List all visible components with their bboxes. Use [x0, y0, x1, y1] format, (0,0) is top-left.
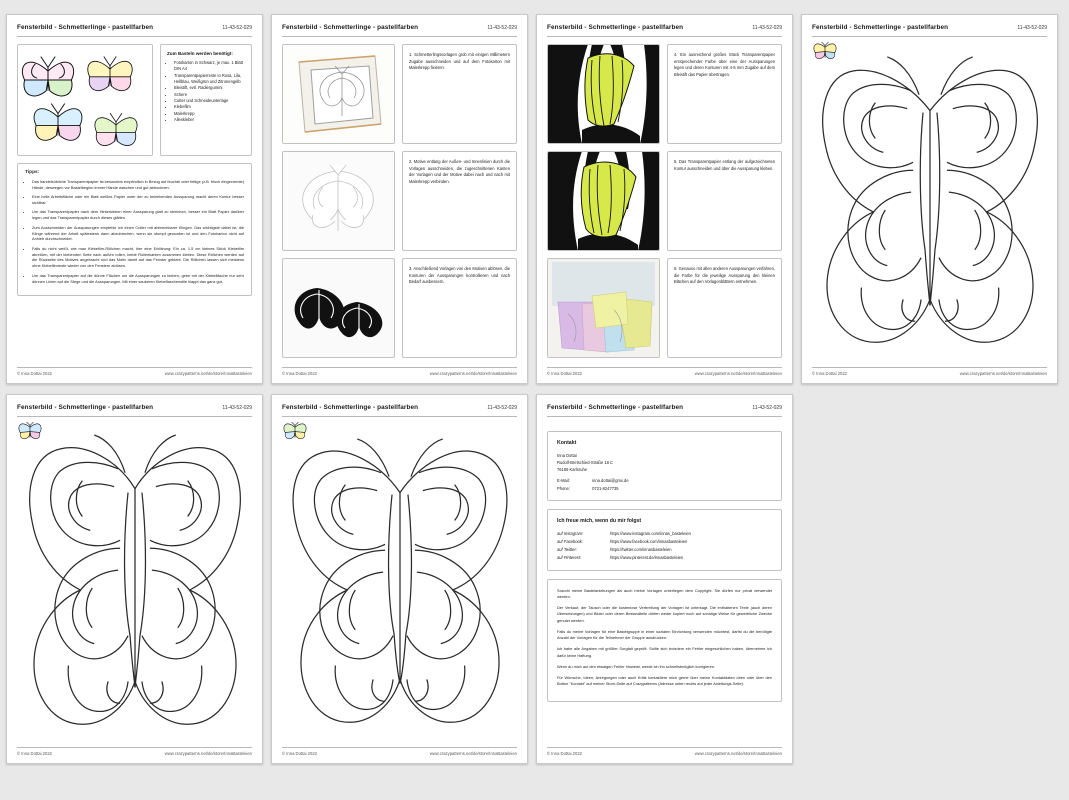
page-1: [6, 14, 263, 384]
list-item: • Malerkrepp: [174, 111, 245, 117]
list-item: • Schere: [174, 92, 245, 98]
list-item: • Das handelsübliche Transparentpapier ist besonders empfindlich in Bezug auf feuchte oder fettige (z.B. frisch eingecremte) Hände, deswegen vor Bastelbeginn immer Hände waschen und gut abtrocknen.: [32, 179, 244, 191]
list-item: [557, 546, 772, 554]
page-7: [536, 394, 793, 764]
list-item: [557, 538, 772, 546]
step-body: Das Transparentpapier entlang der aufgezeichneten Kontur ausschneiden und über die Aussparung kleben.: [674, 159, 776, 171]
step-body: Ein ausreichend großes Stück Transparentpapier entsprechender Farbe über eine der Aussparungen legen und deren Konturen mit 4-5 mm Zugabe auf dem Bleistift das Papier übertragen.: [674, 52, 775, 77]
copyright: © Inna Dottai 2022: [17, 371, 52, 376]
copyright: © Inna Dottai 2022: [17, 751, 52, 756]
page-footer: [812, 367, 1047, 376]
copyright: © Inna Dottai 2022: [282, 371, 317, 376]
butterfly-template-large: [17, 417, 252, 763]
page-code: 11-43-52-029: [222, 25, 252, 31]
steps-list: [282, 37, 517, 383]
shop-link[interactable]: www.crazypatterns.net/de/store/InnaBasteleien: [694, 751, 782, 756]
copyright: © Inna Dottai 2022: [547, 751, 582, 756]
page-title: Fensterbild - Schmetterlinge - pastellfarben: [282, 404, 419, 411]
step-row: [547, 44, 782, 144]
step-text: [402, 44, 517, 144]
step-row: [547, 151, 782, 251]
page-2: [271, 14, 528, 384]
legal-paragraph: Falls du meine Vorlagen für eine Bastelgruppe in einer sozialen Einrichtung verwenden möchtest, darfst du die benötigte Anzahl der Vorlagen für die Teilnehmer der Gruppe ausdrucken.: [557, 628, 772, 641]
list-item: [557, 530, 772, 538]
email-label: E-Mail:: [557, 478, 570, 484]
green-wing-closeup-photo: [547, 44, 660, 144]
step-number: 6.: [674, 266, 678, 271]
list-item: • Cutter und Schneideunterlage: [174, 98, 245, 104]
step-number: 5.: [674, 159, 678, 164]
page-footer: [547, 367, 782, 376]
step-text: [402, 151, 517, 251]
white-cut-butterfly-photo: [282, 151, 395, 251]
butterflies-photo: [17, 44, 153, 156]
phone-value: 0721-8247735: [592, 485, 619, 491]
step-text: [667, 258, 782, 358]
butterfly-template-large: [812, 37, 1047, 383]
list-item: [557, 554, 772, 562]
shop-link[interactable]: www.crazypatterns.net/de/store/InnaBasteleien: [164, 371, 252, 376]
copyright: © Inna Dottai 2022: [547, 371, 582, 376]
contact-street: Rudolf-Bretschied-Straße 18 C: [557, 460, 613, 466]
materials-box: [160, 44, 252, 156]
list-item: • Transparentpapierreste in Rosa, Lila, Hellblau, Weißgrün und Zitronengelb: [174, 73, 245, 86]
copyright: © Inna Dottai 2022: [282, 751, 317, 756]
social-heading: Ich freue mich, wenn du mir folgst: [557, 517, 642, 524]
pinterest-link[interactable]: https://www.pinterest.de/innasbasteleien: [610, 554, 684, 560]
page-header: [547, 24, 782, 37]
page-body: [17, 37, 252, 383]
legal-paragraph: Ich habe alle Angaben mit größter Sorgfalt geprüft. Sollte sich trotzdem ein Fehler eingeschlichen haben, übernehme ich dafür keine Haftung.: [557, 646, 772, 658]
steps-list: [547, 37, 782, 383]
page-footer: [547, 747, 782, 756]
green-wing-glued-photo: [547, 151, 660, 251]
materials-title: Zum Basteln werden benötigt:: [167, 51, 233, 56]
page-title: Fensterbild - Schmetterlinge - pastellfarben: [17, 404, 154, 411]
tips-box: [17, 163, 252, 296]
facebook-link[interactable]: https://www.facebook.com/innasbasteleien: [610, 538, 688, 544]
page-header: [17, 404, 252, 417]
social-links: [557, 530, 772, 562]
page-body: [282, 417, 517, 763]
colored-transparent-papers-photo: [547, 258, 660, 358]
step-row: [282, 258, 517, 358]
shop-link[interactable]: www.crazypatterns.net/de/store/InnaBasteleien: [429, 371, 517, 376]
twitter-label: auf Twitter:: [557, 546, 577, 552]
instagram-link[interactable]: https://www.instagram.com/innas_basteleien: [610, 530, 691, 536]
step-row: [282, 151, 517, 251]
page-code: 11-43-52-029: [1017, 25, 1047, 31]
page-footer: [17, 747, 252, 756]
page-6: [271, 394, 528, 764]
page-4: [801, 14, 1058, 384]
contact-name: Inna Dottai: [557, 453, 577, 458]
page-code: 11-43-52-029: [752, 25, 782, 31]
page-title: Fensterbild - Schmetterlinge - pastellfarben: [812, 24, 949, 31]
legal-paragraph: Der Verkauf, der Tausch oder die kostenlose Verbreitung der Vorlagen ist untersagt. Die enthaltenen Texte (auch deren Übersetzungen) und Bilder oder deren Bestandteile dürfen weder kopiert noch auf sonstige Weise für gewerbliche Zwecke genutzt werden.: [557, 605, 772, 623]
page-header: [282, 24, 517, 37]
page-title: Fensterbild - Schmetterlinge - pastellfarben: [17, 24, 154, 31]
contact-city: 76189 Karlsruhe: [557, 467, 588, 473]
shop-link[interactable]: www.crazypatterns.net/de/store/InnaBasteleien: [694, 371, 782, 376]
list-item: • Um das Transparentpapier auf die dünne Flächen um die Aussparungen zu kleben, gebe mit der Klebefläsche nur sehr dünnen Linien auf die Stege und die Aussparungen. Mit einer sauberen Klebeflaschenstile klappt das ganz gut.: [32, 273, 244, 285]
list-item: • Alleskleber: [174, 117, 245, 123]
list-item: • Bleistift, evtl. Radiergummi: [174, 85, 245, 91]
pinterest-label: auf Pinterest:: [557, 554, 582, 560]
shop-link[interactable]: www.crazypatterns.net/de/store/InnaBasteleien: [429, 751, 517, 756]
list-item: • Falls du nicht weißt, wie man Klebefilm-Röllchen macht, hier eine Erklärung: Ein ca. 1,5 cm kleines Stück Klebefilm abreißen, mit der klebenden Seite nach außen rollen, beide Rollenkanten zusammen kleben. Diese Röllchen werden auf die Rückseite des Motives angebracht und das Motiv damit auf das Fenster geklebt. Die Röllchen lassen sich meistens ohne Klebefilmreste wieder von den Fenstern ablösen.: [32, 246, 244, 269]
list-item: • Um das Transparentpapier nach dem Hinterkleben einer Aussparung glatt zu streichen, besser ein Blatt Papier darüber legen und das Transparentpapier durch dieses glätten.: [32, 209, 244, 221]
step-number: 4.: [674, 52, 678, 57]
facebook-label: auf Facebook:: [557, 538, 583, 544]
legal-paragraph: Für Wünsche, Ideen, Anregungen oder auch Kritik kontaktiere mich gerne über meine Kontaktdaten oben oder über den Button "Kontakt" auf meiner Store-Seite auf Crazypatterns (Adresse unten rechts auf jeder Anleitungs-Seite).: [557, 675, 772, 687]
list-item: • Eine helle Arbeitsfläche oder ein Blatt weißes Papier unter der zu beklebenden Aussparung macht deren Kontur besser sichtbar.: [32, 194, 244, 206]
page-body: [547, 417, 782, 763]
butterfly-template-large: [282, 417, 517, 763]
page-footer: [17, 367, 252, 376]
folded-paper-photo: [282, 44, 395, 144]
legal-paragraph: Wenn du mich auf den etwaigen Fehler hinweist, werde ich ihn schnellstmöglich korrigieren.: [557, 663, 716, 669]
page-header: [812, 24, 1047, 37]
tips-list: [25, 179, 244, 284]
tips-title: Tipps:: [25, 170, 40, 175]
page-title: Fensterbild - Schmetterlinge - pastellfarben: [547, 24, 684, 31]
twitter-link[interactable]: https://twitter.com/innasbasteleien: [610, 546, 672, 552]
list-item: • Zum Ausschneiden der Aussparungen empfehle ich einen Cutter mit abbrechbarer Klingen. Das wichtigste dabei ist, die Klinge während der Arbeit spätestens dann abzubrechen, wenn sie stumpf geworden ist und den Fotokarton nicht auf Anhieb durchschneidet.: [32, 225, 244, 243]
contact-heading: Kontakt: [557, 440, 577, 446]
page-code: 11-43-52-029: [487, 25, 517, 31]
page-code: 11-43-52-029: [752, 405, 782, 411]
page-body: [812, 37, 1047, 383]
page-header: [17, 24, 252, 37]
legal-card: [547, 579, 782, 702]
social-card: [547, 509, 782, 571]
phone-label: Phone:: [557, 485, 570, 491]
step-row: [547, 258, 782, 358]
step-body: Genauso mit allen anderen Aussparungen verfahren, die Farbe für die jeweilige Aussparung den kleinen Blächen auf den Vorlagenblättern entnehmen.: [674, 266, 775, 285]
black-cut-butterflies-photo: [282, 258, 395, 358]
step-body: Schmetterlingsvorlagen grob mit einigen Millimetern Zugabe ausschneiden und auf dem Fotokarton mit Malerkrepp fixieren.: [409, 52, 510, 71]
shop-link[interactable]: www.crazypatterns.net/de/store/InnaBasteleien: [959, 371, 1047, 376]
email-value[interactable]: inna.dottai@gmx.de: [592, 478, 629, 484]
step-row: [282, 44, 517, 144]
list-item: • Fotokarton in Schwarz, je max. 1 Blatt DIN A4: [174, 60, 245, 73]
page-title: Fensterbild - Schmetterlinge - pastellfarben: [547, 404, 684, 411]
page-title: Fensterbild - Schmetterlinge - pastellfarben: [282, 24, 419, 31]
contact-details: [557, 452, 772, 492]
step-number: 1.: [409, 52, 413, 57]
page-5: [6, 394, 263, 764]
page-footer: [282, 367, 517, 376]
step-body: Anschließend Vorlagen von den Motiven ablösen, die Konturen der Aussparungen kontrollieren und nach Bedarf ausbessern.: [409, 266, 510, 285]
copyright: © Inna Dottai 2022: [812, 371, 847, 376]
page-header: [547, 404, 782, 417]
page-code: 11-43-52-029: [222, 405, 252, 411]
step-text: [667, 44, 782, 144]
page-3: [536, 14, 793, 384]
list-item: • Klebefilm: [174, 104, 245, 110]
instagram-label: auf Instagram:: [557, 530, 584, 536]
materials-list: [167, 60, 245, 123]
page-code: 11-43-52-029: [487, 405, 517, 411]
page-footer: [282, 747, 517, 756]
contact-card: [547, 431, 782, 501]
step-body: Motive entlang der Außen- und Innenlinien durch die Vorlagen ausschneiden, die zugeschnittenen Kanten der Vorlagen und der Motive dabei nach und nach mit Malerkrepp verbinden.: [409, 159, 511, 184]
page-body: [17, 417, 252, 763]
step-text: [402, 258, 517, 358]
step-number: 2.: [409, 159, 413, 164]
shop-link[interactable]: www.crazypatterns.net/de/store/InnaBasteleien: [164, 751, 252, 756]
intro-row: [17, 44, 252, 156]
step-number: 3.: [409, 266, 413, 271]
page-header: [282, 404, 517, 417]
legal-paragraph: Sowohl meine Bastelanleitungen als auch meine Vorlagen unterliegen dem Copyright. Sie dürfen nur privat verwendet werden.: [557, 587, 772, 599]
step-text: [667, 151, 782, 251]
